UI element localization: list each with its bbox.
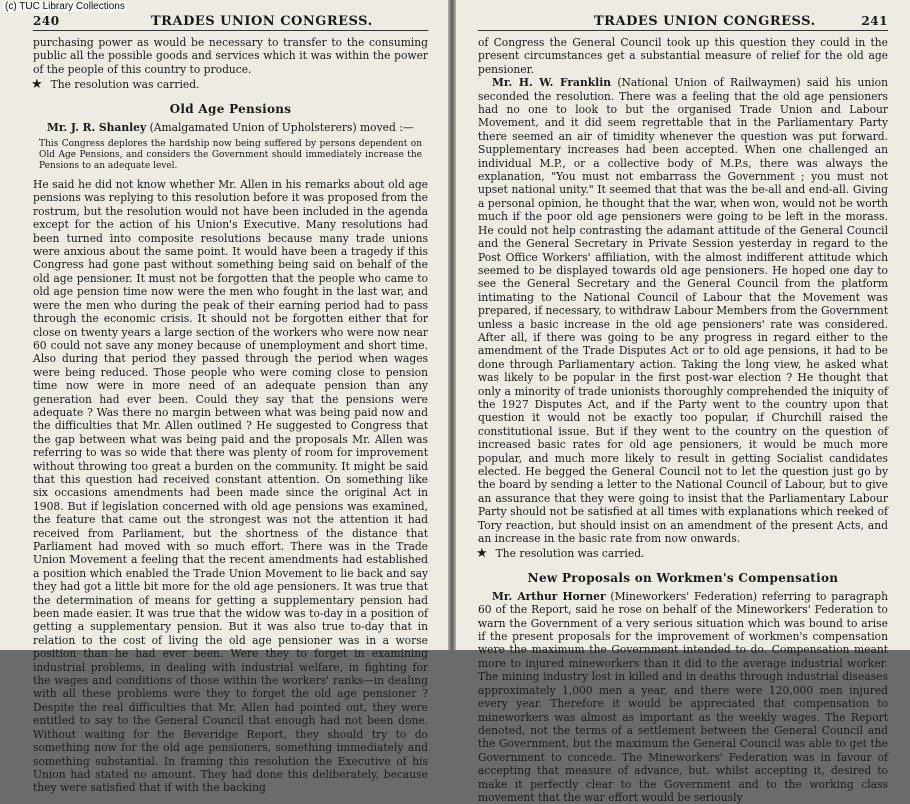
left-result-text: The resolution was carried. xyxy=(50,78,200,92)
horner-name: Mr. Arthur Horner xyxy=(492,589,606,603)
left-carry-over-text: purchasing power as would be necessary to transfer to the consuming public all the possible goods and services which it was within the power of the people of this country to produce. xyxy=(33,36,428,76)
watermark: (c) TUC Library Collections xyxy=(5,1,125,12)
horner-paragraph xyxy=(478,590,888,804)
right-page-number: 241 xyxy=(861,14,888,28)
book-gutter xyxy=(448,0,456,650)
left-result-line xyxy=(33,78,428,91)
franklin-name: Mr. H. W. Franklin xyxy=(492,76,612,90)
section-title-old-age-pensions: Old Age Pensions xyxy=(169,101,292,116)
star-icon: ★ xyxy=(476,546,488,562)
mover-affiliation: (Amalgamated Union of Upholsterers) moved :— xyxy=(146,120,414,134)
right-page xyxy=(456,0,910,804)
left-running-title: TRADES UNION CONGRESS. xyxy=(151,14,373,29)
right-result-text: The resolution was carried. xyxy=(495,547,645,561)
right-carry-over-text: of Congress the General Council took up this question they could in the present circumstances get a substantial measure of relief for the old age pensioner. xyxy=(478,36,888,76)
mover-line xyxy=(33,121,428,134)
right-running-head xyxy=(478,14,888,31)
section-title-workmens-compensation: New Proposals on Workmen's Compensation xyxy=(527,570,839,585)
star-icon: ★ xyxy=(31,77,43,93)
horner-speech: (Mineworkers' Federation) referring to paragraph 60 of the Report, said he rose on behalf of the Mineworkers' Federation to warn the Government of a very serious situation which was bound to arise if the present proposals for the improvement of workmen's compensation were the maximum the Government intended to do. Compensation meant more to injured mineworkers than it did to the average industrial worker. The mining industry lost in killed and in deaths through industrial diseases approximately 1,000 men a year, and there were 120,000 men injured every year. Therefore it would be appreciated that compensation to mineworkers was almost as important as the weekly wages. The Report denoted, not the terms of a settlement between the General Council and the Government, but the maximum the General Council was able to get the Government to concede. The Mineworkers' Federation was in favour of accepting that measure of advance, but, whilst accepting it, desired to make it perfectly clear to the Government and to the working class movement that the war effort would be seriously xyxy=(478,589,889,804)
left-running-head xyxy=(33,14,428,31)
franklin-paragraph xyxy=(478,76,888,545)
shanley-speech: He said he did not know whether Mr. Allen in his remarks about old age pensions was replying to this resolution before it was proposed from the rostrum, but the resolution would not have been included in the agenda except for the action of his Union's Executive. Many resolutions had been turned into composite resolutions because many trade unions were anxious about the same point. It would have been a tragedy if this Congress had gone past without something being said on behalf of the old age pensioner. It must not be forgotten that the people who came to old age pension time now were the men who fought in the last war, and were the men who during the peak of their earning period had to pass through the economic crisis. It should not be forgotten either that for close on twenty years a large section of the workers who were now near 60 could not save any money because of unemployment and short time. Also during that period they passed through the period when wages were being reduced. Those people who were coming close to pension time now were in more need of an adequate pension than any generation had ever been. Could they say that the pensions were adequate ? Was there no margin between what was being paid now and the difficulties that Mr. Allen outlined ? He suggested to Congress that the gap between what was being paid and the proposals Mr. Allen was referring to was so wide that there was plenty of room for improvement without throwing too great a burden on the community. It might be said that this question had received constant attention. On something like six occasions amendments had been made since the original Act in 1908. But if legislation concerned with old age pensions was examined, the feature that came out the strongest was not the attention it had received from Parliament, but the shortness of the distance that Parliament had moved with so much effort. There was in the Trade Union Movement a feeling that the recent amendments had established a position which enabled the Trade Union Movement to lie back and say they had got a little bit more for the old age pensioners. It was true that the determination of means for getting a supplementary pension had been made easier. It was true that the widow was to-day in a position of getting a supplementary pension. But it was also true to-day that in relation to the cost of living the old age pensioner was in a worse position than he had ever been. Were they to forget in examining industrial problems, in dealing with industrial welfare, in fighting for the wages and conditions of those within the workers' ranks—in dealing with all these problems were they to forget the old age pensioner ? Despite the real difficulties that Mr. Allen had pointed out, they were entitled to say to the General Council that enough had not been done. Without waiting for the Beveridge Report, they should try to do something now for the old age pensioners, something immediately and something substantial. In framing this resolution the Executive of his Union had stated no amount. They had done this deliberately, because they were satisfied that if with the backing xyxy=(33,178,428,795)
franklin-speech: (National Union of Railwaymen) said his union seconded the resolution. There was a feeling that the old age pensioners had no one to look to but the organised Trade Union and Labour Movement, and it did seem regrettable that in the Parliamentary Party there seemed an air of timidity whenever the question was put forward. Supplementary increases had been accepted. When one challenged an individual M.P., or a collective body of M.P.s, there was always the explanation, "You must not embarrass the Government ; you must not upset national unity." It seemed that that was the be-all and end-all. Giving a personal opinion, he thought that the war, when won, would not be worth much if the poor old age pensioners were going to be left in the morass. He could not help contrasting the adamant attitude of the General Council and the General Secretary in Private Session yesterday in regard to the Post Office Workers' affiliation, with the almost indifferent attitude which seemed to be displayed towards old age pensioners. He hoped one day to see the General Secretary and the General Council from the platform intimating to the National Council of Labour that the Movement was prepared, if necessary, to withdraw Labour Members from the Government unless a basic increase in the old age pensioners' rate was considered. After all, if there was going to be any progress in regard either to the amendment of the Trade Disputes Act or to old age pensions, it had to be done through Parliamentary action. Taking the long view, he asked what was likely to be popular in the first post-war election ? He thought that only a minority of trade unionists thoroughly comprehended the iniquity of the 1927 Disputes Act, and if the Party went to the country upon that question it would not be exactly too popular, if Churchill raised the constitutional issue. But if they went to the country on the question of increased basic rates for old age pensioners, it would be much more popular, and much more likely to result in getting Socialist candidates elected. He begged the General Council not to let the question just go by the board by sending a letter to the National Council of Labour, but to give an assurance that they were going to insist that the Parliamentary Labour Party should not be satisfied at all times with explanations which reeked of Tory reaction, but should insist on an amendment of the present Acts, and an increase in the basic rate from now onwards. xyxy=(478,76,888,546)
right-running-title: TRADES UNION CONGRESS. xyxy=(594,14,816,29)
motion-text: This Congress deplores the hardship now being suffered by persons dependent on Old Age Pensions, and considers the Government should immediately increase the Pensions to an adequate level. xyxy=(39,139,422,172)
mover-name: Mr. J. R. Shanley xyxy=(47,120,147,134)
left-page-number: 240 xyxy=(33,14,60,28)
right-result-line xyxy=(478,547,888,560)
left-page xyxy=(0,0,448,795)
